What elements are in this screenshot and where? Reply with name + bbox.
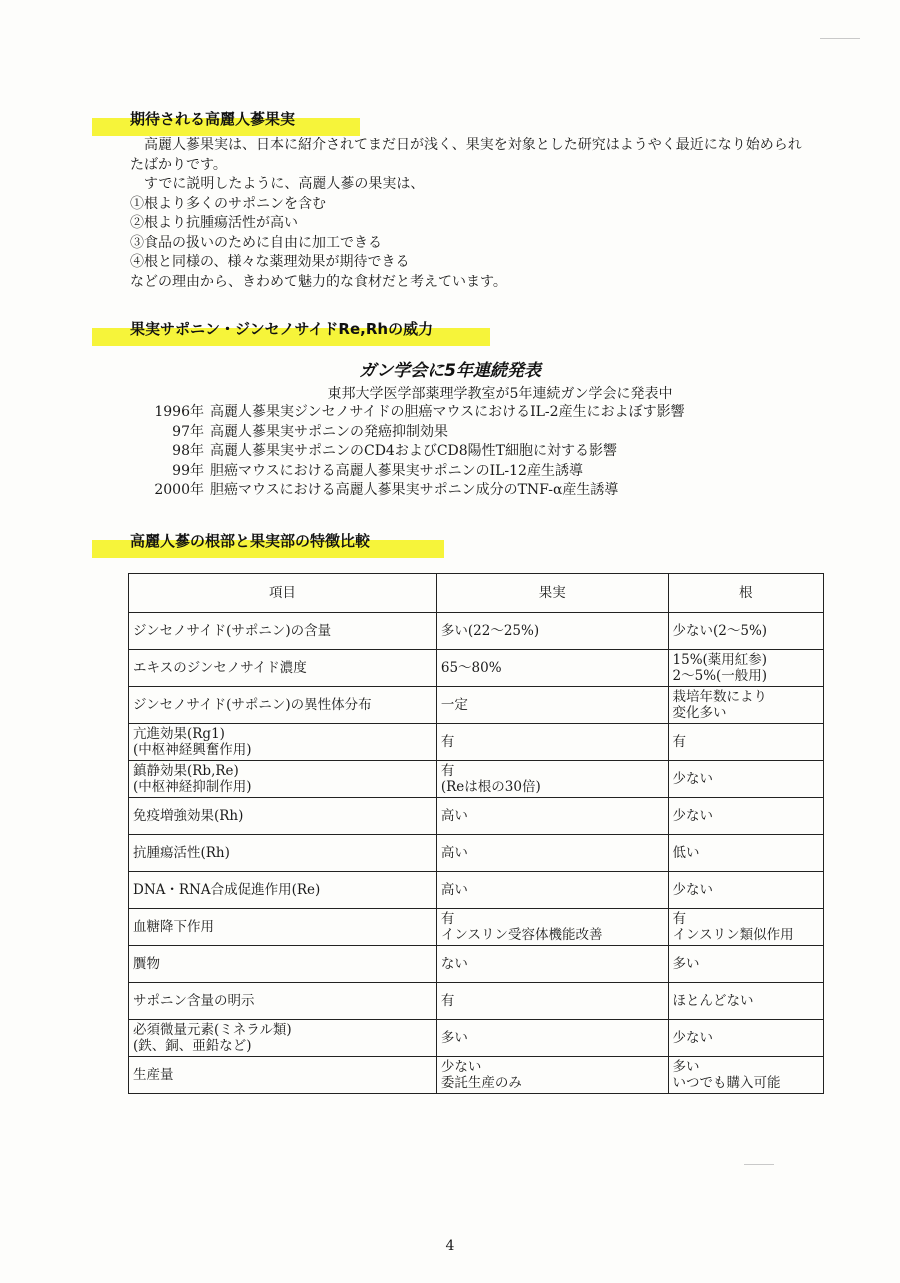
cell-text: 必須微量元素(ミネラル類) (133, 1022, 292, 1038)
cell-text: 高い (440, 882, 468, 898)
cell-root (668, 946, 823, 983)
table-row (129, 909, 824, 946)
cell-text: 65〜80% (440, 660, 502, 676)
cell-text: 多い (440, 1030, 468, 1046)
cell-item (129, 909, 437, 946)
scan-artifact (744, 1164, 774, 1165)
timeline-row (140, 403, 685, 423)
cell-text: 多い(22〜25%) (440, 623, 540, 639)
cell-text: (中枢神経抑制作用) (133, 779, 252, 795)
timeline-year: 97年 (172, 423, 204, 440)
table-row (129, 835, 824, 872)
cell-text: 贋物 (133, 956, 160, 972)
cell-text: 有 (440, 763, 455, 779)
table-row (129, 798, 824, 835)
cell-fruit (436, 1057, 668, 1094)
paragraph-line: ①根より多くのサポニンを含む (130, 195, 326, 212)
paragraph-line: ②根より抗腫瘍活性が高い (130, 215, 298, 231)
cell-fruit (436, 1020, 668, 1057)
cell-root (668, 650, 823, 687)
cell-fruit (436, 798, 668, 835)
cell-fruit (436, 946, 668, 983)
cell-root (668, 872, 823, 909)
header-item: 項目 (129, 574, 437, 613)
cell-item (129, 872, 437, 909)
table-row (129, 761, 824, 798)
cell-text: 高い (440, 808, 468, 824)
cell-text: (中枢神経興奮作用) (133, 742, 252, 758)
table-row (129, 613, 824, 650)
cell-text: 生産量 (133, 1067, 174, 1083)
cell-fruit (436, 872, 668, 909)
cell-text: 少ない (440, 1059, 482, 1075)
table-row (129, 1020, 824, 1057)
timeline-year: 1996年 (154, 404, 204, 420)
cell-text: 有 (672, 911, 687, 927)
comparison-table-body (129, 613, 824, 1094)
timeline-text: 高麗人蔘果実サポニンの発癌抑制効果 (210, 423, 448, 440)
cell-fruit (436, 650, 668, 687)
table-row (129, 1057, 824, 1094)
cell-text: 有 (440, 734, 455, 750)
page-number: 4 (445, 1238, 455, 1254)
header-root: 根 (668, 574, 823, 613)
paragraph-line: ④根と同様の、様々な薬理効果が期待できる (130, 254, 410, 270)
cell-item (129, 613, 437, 650)
cell-fruit (436, 687, 668, 724)
timeline-year: 99年 (172, 462, 204, 479)
cell-text: 低い (672, 845, 700, 861)
cell-item (129, 946, 437, 983)
cell-root (668, 613, 823, 650)
cell-fruit (436, 724, 668, 761)
timeline-year: 2000年 (154, 482, 204, 498)
cell-text: 多い (672, 1059, 700, 1075)
paragraph-line: すでに説明したように、高麗人蔘の果実は、 (130, 176, 425, 192)
scan-artifact (820, 38, 860, 39)
table-row (129, 650, 824, 687)
timeline-text: 高麗人蔘果実ジンセノサイドの胆癌マウスにおけるIL-2産生におよぼす影響 (210, 404, 685, 420)
cell-item (129, 761, 437, 798)
cell-text: 少ない (672, 1030, 714, 1046)
cell-text: 血糖降下作用 (133, 919, 214, 935)
cell-text: 亢進効果(Rg1) (133, 726, 225, 742)
cell-text: 2〜5%(一般用) (672, 668, 768, 684)
cell-text: 委託生産のみ (440, 1075, 522, 1091)
cell-text: (鉄、銅、亜鉛など) (133, 1038, 252, 1054)
timeline-row (140, 462, 685, 482)
cell-item (129, 1020, 437, 1057)
cell-text: 変化多い (672, 705, 727, 721)
cell-text: 鎮静効果(Rb,Re) (133, 763, 239, 779)
cell-text: 少ない (672, 771, 714, 787)
paragraph-line: ③食品の扱いのために自由に加工できる (130, 234, 382, 251)
cell-text: 少ない(2〜5%) (672, 623, 768, 639)
table-row (129, 983, 824, 1020)
cell-text: 栽培年数により (672, 689, 768, 705)
cell-root (668, 835, 823, 872)
cell-root (668, 761, 823, 798)
cell-item (129, 724, 437, 761)
paragraph-line: などの理由から、きわめて魅力的な食材だと考えています。 (130, 273, 507, 290)
cell-item (129, 835, 437, 872)
cell-text: 少ない (672, 882, 714, 898)
cell-item (129, 650, 437, 687)
timeline-row (140, 481, 685, 501)
timeline-text: 胆癌マウスにおける高麗人蔘果実サポニンのIL-12産生誘導 (210, 462, 583, 479)
cell-fruit (436, 761, 668, 798)
cell-text: DNA・RNA合成促進作用(Re) (133, 882, 321, 898)
cell-text: 多い (672, 956, 700, 972)
cell-root (668, 724, 823, 761)
cell-text: 一定 (440, 697, 468, 713)
table-row (129, 872, 824, 909)
cell-text: ジンセノサイド(サポニン)の異性体分布 (133, 697, 372, 713)
cell-item (129, 1057, 437, 1094)
cell-fruit (436, 983, 668, 1020)
cell-root (668, 1057, 823, 1094)
section-heading-comparison: 高麗人蔘の根部と果実部の特徴比較 (92, 528, 444, 554)
cell-text: 免疫増強効果(Rh) (133, 808, 244, 824)
cell-fruit (436, 835, 668, 872)
header-fruit: 果実 (436, 574, 668, 613)
cell-text: 少ない (672, 808, 714, 824)
cancer-conference-title: ガン学会に5年連続発表 (359, 361, 541, 381)
timeline-text: 胆癌マウスにおける高麗人蔘果実サポニン成分のTNF-α産生誘導 (210, 482, 619, 498)
conference-subtitle: 東邦大学医学部薬理学教室が5年連続ガン学会に発表中 (327, 386, 673, 402)
cell-item (129, 798, 437, 835)
cell-root (668, 687, 823, 724)
section-heading-fruit-saponin: 果実サポニン・ジンセノサイドRe,Rhの威力 (92, 316, 490, 342)
table-row (129, 946, 824, 983)
timeline-year: 98年 (172, 443, 204, 459)
table-row (129, 687, 824, 724)
cell-text: インスリン受容体機能改善 (440, 927, 603, 943)
cell-root (668, 1020, 823, 1057)
section-heading-expected-fruit: 期待される高麗人蔘果実 (92, 106, 360, 132)
cell-text: 有 (440, 911, 455, 927)
intro-paragraph (130, 136, 880, 292)
cell-fruit (436, 909, 668, 946)
publication-timeline (140, 403, 685, 501)
timeline-text: 高麗人蔘果実サポニンのCD4およびCD8陽性T細胞に対する影響 (210, 443, 618, 459)
cell-text: (Reは根の30倍) (440, 779, 541, 795)
paragraph-line: たばかりです。 (130, 156, 227, 173)
cell-text: サポニン含量の明示 (133, 993, 255, 1009)
cell-root (668, 798, 823, 835)
cell-text: 有 (440, 993, 455, 1009)
cell-text: 抗腫瘍活性(Rh) (133, 845, 230, 861)
timeline-row (140, 442, 685, 462)
table-row (129, 724, 824, 761)
timeline-row (140, 423, 685, 443)
cell-item (129, 983, 437, 1020)
cell-item (129, 687, 437, 724)
cell-text: 15%(薬用紅参) (672, 652, 768, 668)
cell-text: 高い (440, 845, 468, 861)
cell-text: インスリン類似作用 (672, 927, 794, 943)
cell-text: ジンセノサイド(サポニン)の含量 (133, 623, 332, 639)
cell-text: ない (440, 956, 468, 972)
table-header-row (129, 574, 824, 613)
cell-root (668, 983, 823, 1020)
cell-text: いつでも購入可能 (672, 1075, 781, 1091)
comparison-table (128, 573, 824, 1094)
cell-text: 有 (672, 734, 687, 750)
cell-text: ほとんどない (672, 993, 754, 1009)
paragraph-line: 高麗人蔘果実は、日本に紹介されてまだ日が浅く、果実を対象とした研究はようやく最近になり始められ (130, 137, 802, 153)
cell-text: エキスのジンセノサイド濃度 (133, 660, 307, 676)
cell-fruit (436, 613, 668, 650)
cell-root (668, 909, 823, 946)
